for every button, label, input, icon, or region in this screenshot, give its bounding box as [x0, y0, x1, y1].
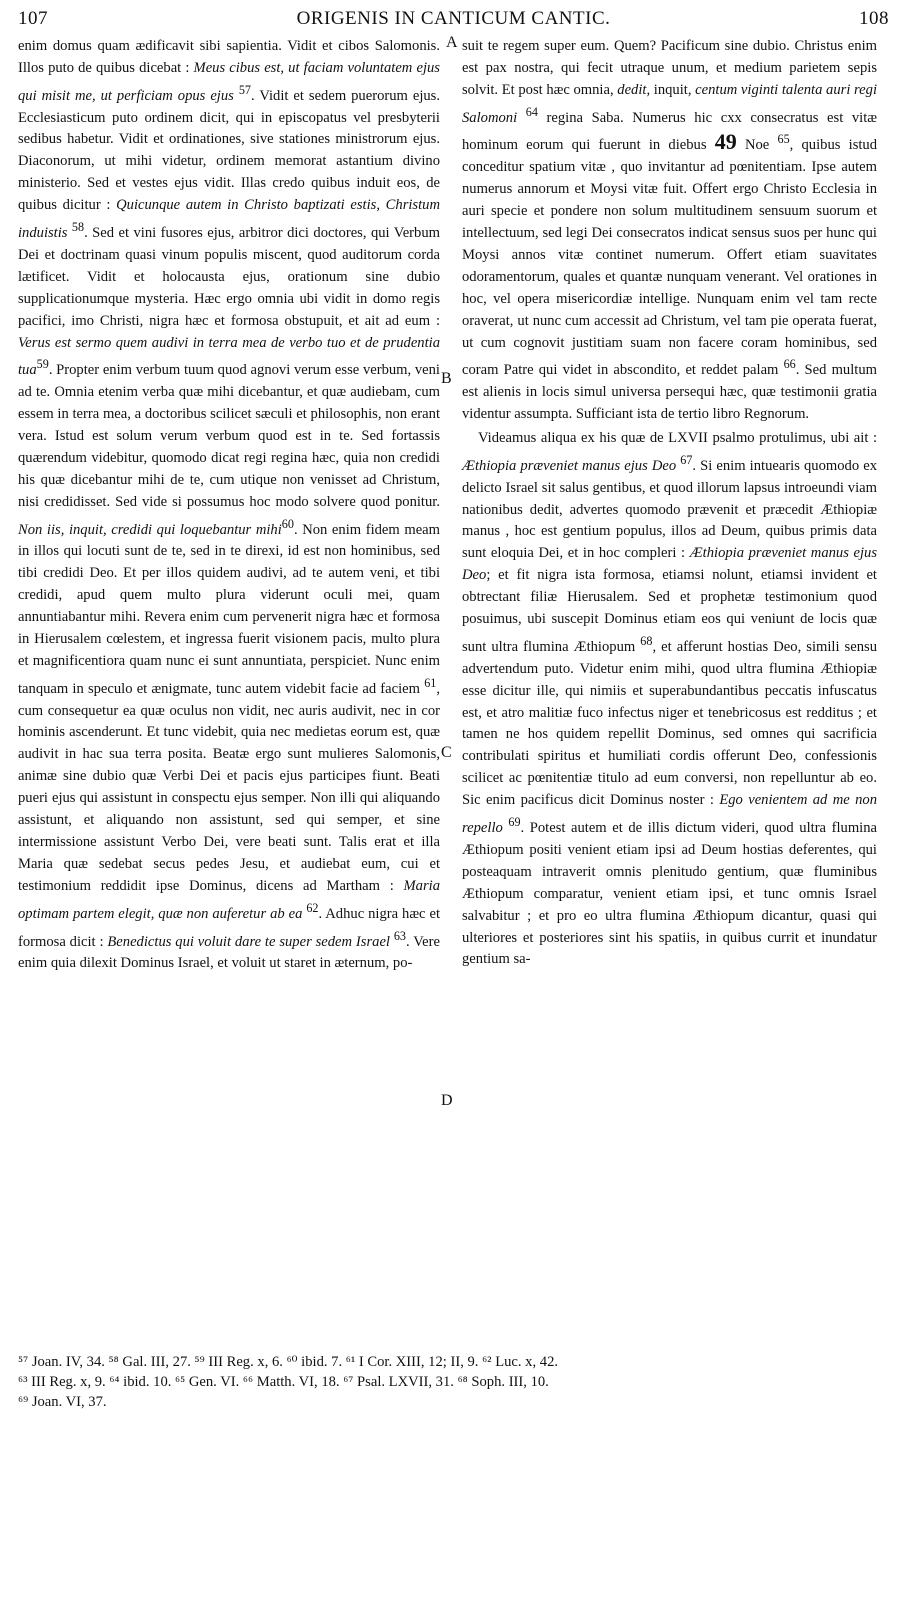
margin-mark-a: A	[446, 34, 458, 51]
margin-mark-c: C	[441, 744, 452, 761]
page-number-left: 107	[18, 8, 48, 29]
footnotes	[18, 1352, 889, 1412]
footnote-line: ⁶⁹ Joan. VI, 37.	[18, 1394, 107, 1410]
footnote-line: ⁵⁷ Joan. IV, 34. ⁵⁸ Gal. III, 27. ⁵⁹ III Reg. x, 6. ⁶⁰ ibid. 7. ⁶¹ I Cor. XIII, 12; II, 9. ⁶² Luc. x, 42.	[18, 1354, 559, 1370]
margin-mark-d: D	[441, 1092, 453, 1109]
page-header	[18, 8, 889, 32]
right-column	[462, 36, 877, 971]
left-paragraph: enim domus quam ædificavit sibi sapientia. Vidit et cibos Salomonis. Illos puto de quibus dicebat : Meus cibus est, ut faciam voluntatem ejus qui misit me, ut perficiam opus ejus $^{57}$. Vidit et sedem puerorum ejus. Ecclesiasticum puto ordinem dicit, qui in episcopatus vel presbyterii sedibus habetur. Vidit et ordinationes, sive stationes ministrorum ejus. Diaconorum, ut mihi videtur, ordinem memorat astantium divino ministerio. Sed et vestes ejus vidit. Illas credo quibus induit eos, de quibus dicitur : Quicunque autem in Christo baptizati estis, Christum induistis $^{58}$. Sed et vini fusores ejus, arbitror dici doctores, qui Verbum Dei et doctrinam quasi vinum populis miscent, quod auditorum corda lætificet. Vidit et holocausta ejus, orationum sine dubio supplicationumque mysteria. Hæc ergo omnia ubi vidit in domo regis pacifici, imo Christi, nigra hæc et formosa obstupuit, et ait ad eum : Verus est sermo quem audivi in terra mea de verbo tuo et de prudentia tua$^{59}$. Propter enim verbum tuum quod agnovi verum esse verbum, veni ad te. Omnia etenim verba quæ mihi dicebantur, et quæ audiebam, cum essem in terra mea, a doctoribus scilicet sæculi et philosophis, non erant vera. Istud est solum verum verbum quod est in te. Sed fortassis quærendum videbitur, quomodo dicat regi regina hæc, quia non credidi his quæ dicebantur mihi de te, cum utique non venisset ad Christum, nisi credidisset. Sed vide si possumus hoc modo solvere quod ponitur. Non iis, inquit, credidi qui loquebantur mihi$^{60}$. Non enim fidem meam in illos qui locuti sunt de te, sed in te direxi, id est non hominibus, sed tibi credidi Deo. Et per illos quidem audivi, ad te autem veni, et tibi credidi, apud quem multo plura viderunt oculi mei, quam annuntiabantur mihi. Revera enim cum pervenerit nigra hæc et formosa in Hierusalem cœlestem, et ingressa fuerit visionem pacis, multo plura et magnificentiora quam nunc ei sunt annuntiata, perspiciet. Nunc enim tanquam in speculo et ænigmate, tunc autem videbit facie ad faciem $^{61}$, cum consequetur ea quæ oculus non vidit, nec auris audivit, nec in cor hominis ascenderunt. Et tunc videbit, quia nec medietas eorum est, quæ audivit in hac sua terra posita. Beatæ ergo sunt mulieres Salomonis, animæ sine dubio quæ Verbi Dei et pacis ejus participes fiunt. Beati pueri ejus qui assistunt in conspectu ejus semper. Non illi qui aliquando assistunt, et aliquando non assistunt, sed qui semper, et sine intermissione assistunt Verbo Dei, vere beati sunt. Talis erat et illa Maria quæ sedebat secus pedes Jesu, et audiebat eum, cui et testimonium reddidit ipse Dominus, dicens ad Martham : Maria optimam partem elegit, quæ non auferetur ab ea $^{62}$. Adhuc nigra hæc et formosa dicit : Benedictus qui voluit dare te super sedem Israel $^{63}$. Vere enim quia dilexit Dominus Israel, et voluit ut staret in æternum, po-	[18, 38, 441, 972]
margin-mark-b: B	[441, 370, 452, 387]
chapter-number-49: 49	[714, 129, 737, 155]
right-paragraph-2: Videamus aliqua ex his quæ de LXVII psalmo protulimus, ubi ait : Æthiopia præveniet manus ejus Deo $^{67}$. Si enim intuearis quomodo ex delicto Israel sit salus gentibus, et quod illorum lapsus introeundi viam nationibus dedit, advertes quomodo prævenit et præcedit Æthiopiæ manus , hoc est gentium populus, illos ad Deum, quibus primis data sunt eloquia Dei, et in hoc compleri : Æthiopia præveniet manus ejus Deo; et fit nigra ista formosa, etiamsi nolunt, etiamsi invident et obtrectant filiæ Hierusalem. Sed et prophetæ testimonium quod posuimus, ubi suscepit Dominus etiam eos qui veniunt de locis quæ sunt ultra flumina Æthiopum $^{68}$, et afferunt hostias Deo, simili sensu advertendum puto. Videtur enim mihi, quod ultra flumina Æthiopiæ esse dicitur ille, qui nimiis et superabundantibus peccatis infuscatus est, et atro malitiæ fuco infectus niger et tenebricosus est redditus ; et tamen ne hos quidem repellit Dominus, sed omnes qui sacrificia contribulati spiritus et humiliati cordis offerunt Deo, confessionis scilicet ac pœnitentiæ titulo ad eum conversi, non repelluntur ab eo. Sic enim pacificus dicit Dominus noster : Ego venientem ad me non repello $^{69}$. Potest autem et de illis dictum videri, quod ultra flumina Æthiopum positi venient etiam ipsi ad Deum hostias deferentes, qui posteaquam intraverit omnis plenitudo gentium, quæ fluminibus Æthiopum comparatur, venient etiam ipsi, et tunc omnis Israel salvabitur ; et pro eo ultra flumina Æthiopum dicantur, quasi qui ulteriores et posteriores sint his spatiis, in quibus currit et inundatur gentium sa-	[462, 429, 877, 968]
running-title: ORIGENIS IN CANTICUM CANTIC.	[296, 8, 611, 29]
page-number-right: 108	[859, 8, 889, 29]
left-column	[18, 36, 440, 975]
footnote-line: ⁶³ III Reg. x, 9. ⁶⁴ ibid. 10. ⁶⁵ Gen. VI. ⁶⁶ Matth. VI, 18. ⁶⁷ Psal. LXVII, 31. ⁶⁸ Soph. III, 10.	[18, 1374, 549, 1390]
right-paragraph-1: suit te regem super eum. Quem? Pacificum sine dubio. Christus enim est pax nostra, qui fecit utraque unum, et medium parietem sepis solvit. Et post hæc omnia, dedit, inquit, centum viginti talenta auri regi Salomoni $^{64}$ regina Saba. Numerus hic cxx consecratus est vitæ hominum eorum qui fuerunt in diebus 49 Noe $^{65}$, quibus istud conceditur spatium vitæ , quo invitantur ad pœnitentiam. Ipse autem numerus annorum et Moysi vitæ fuit. Offert ergo Christo Ecclesia in auri specie et pondere non solum multitudinem sensuum suorum et intellectuum, sed legi Dei consecratos indicat sensus suos per hunc qui Moysi annos vitæ continet numerum. Offert etiam suavitates odoramentorum, quales et quantæ nunquam venerant. Vel orationes in hoc, vel opera misericordiæ intellige. Nunquam enim vel tam recte oraverat, ut nunc cum accessit ad Christum, vel tam pie operata fuerat, ut cum cognovit justitiam suam non facere coram hominibus, sed coram Patre qui videt in abscondito, et reddet palam $^{66}$. Sed multum est alienis in locis simul universa persequi hæc, quæ testimonii gratia videntur assumpta. Sufficiant ista de tertio libro Regnorum.	[462, 38, 878, 423]
